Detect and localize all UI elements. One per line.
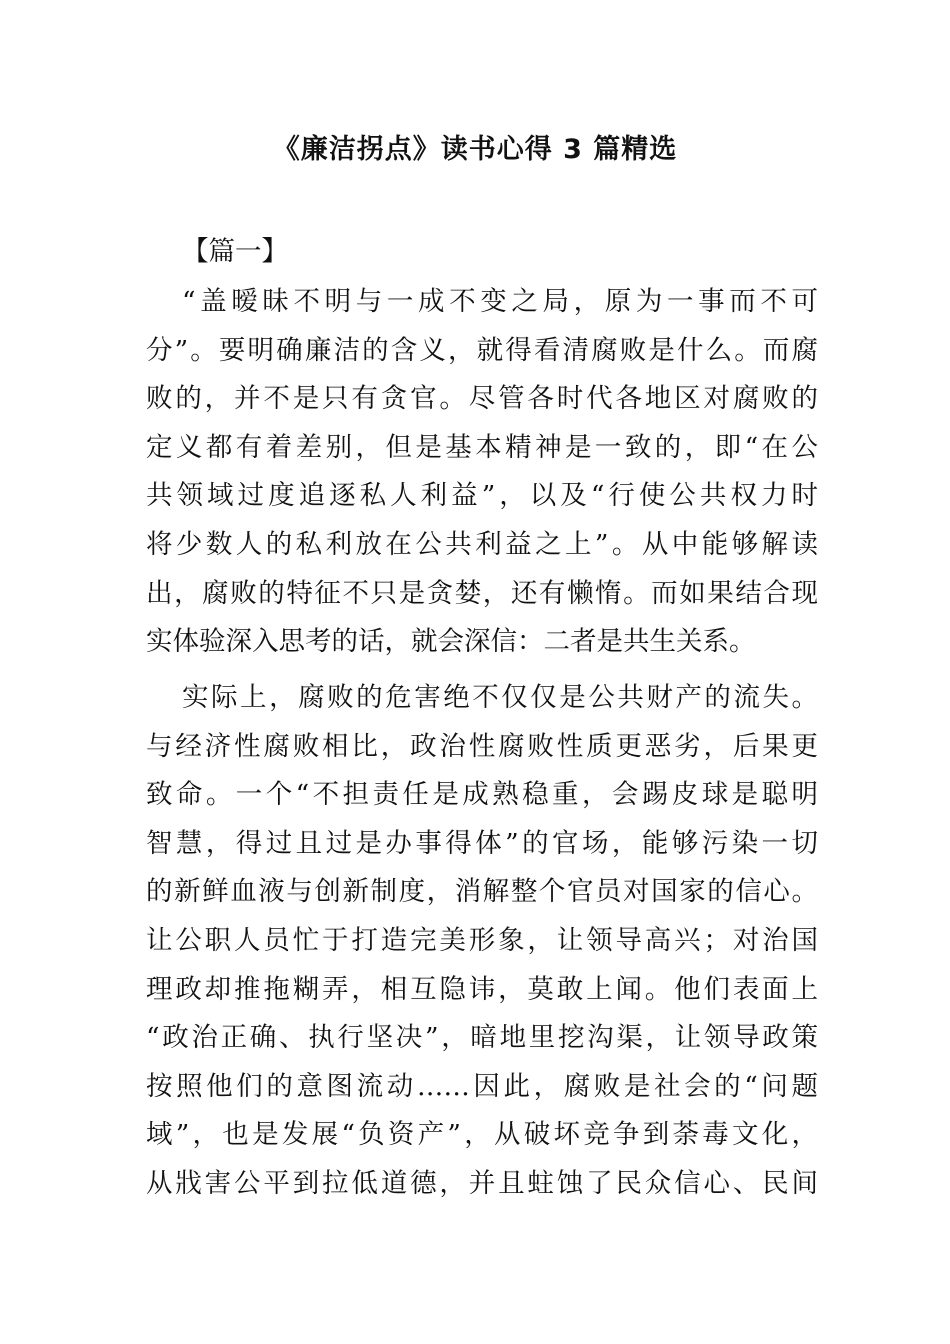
paragraph-1 [146, 278, 818, 667]
text-line: 按照他们的意图流动……因此，腐败是社会的“问题 [146, 1070, 818, 1102]
text-line: 共领域过度追逐私人利益”，以及“行使公共权力时 [146, 480, 818, 512]
paragraph-2 [146, 674, 818, 1209]
text-line: 从戕害公平到拉低道德，并且蛀蚀了民众信心、民间 [146, 1167, 818, 1199]
text-line: “盖暧昧不明与一成不变之局，原为一事而不可 [182, 286, 818, 317]
document-title: 《廉洁拐点》读书心得 3 篇精选 [272, 134, 678, 165]
text-line: 让公职人员忙于打造完美形象，让领导高兴；对治国 [146, 924, 818, 956]
text-line: 的新鲜血液与创新制度，消解整个官员对国家的信心。 [146, 876, 818, 908]
text-line: 将少数人的私利放在公共利益之上”。从中能够解读 [146, 528, 818, 560]
text-line: 域”，也是发展“负资产”，从破坏竞争到荼毒文化， [146, 1119, 818, 1151]
text-line: 出，腐败的特征不只是贪婪，还有懒惰。而如果结合现 [146, 577, 818, 609]
text-line: “政治正确、执行坚决”，暗地里挖沟渠，让领导政策 [146, 1022, 818, 1054]
text-line: 实体验深入思考的话，就会深信：二者是共生关系。 [146, 626, 756, 658]
text-line: 与经济性腐败相比，政治性腐败性质更恶劣，后果更 [146, 730, 818, 762]
text-line: 败的，并不是只有贪官。尽管各时代各地区对腐败的 [146, 383, 818, 415]
text-line: 理政却推拖糊弄，相互隐讳，莫敢上闻。他们表面上 [146, 973, 818, 1005]
text-line: 智慧，得过且过是办事得体”的官场，能够污染一切 [146, 827, 818, 859]
text-line: 定义都有着差别，但是基本精神是一致的，即“在公 [146, 431, 818, 463]
text-line: 分”。要明确廉洁的含义，就得看清腐败是什么。而腐 [146, 334, 818, 366]
section-heading: 【篇一】 [182, 236, 288, 267]
text-line: 致命。一个“不担责任是成熟稳重，会踢皮球是聪明 [146, 779, 818, 811]
text-line: 实际上，腐败的危害绝不仅仅是公共财产的流失。 [182, 682, 818, 713]
